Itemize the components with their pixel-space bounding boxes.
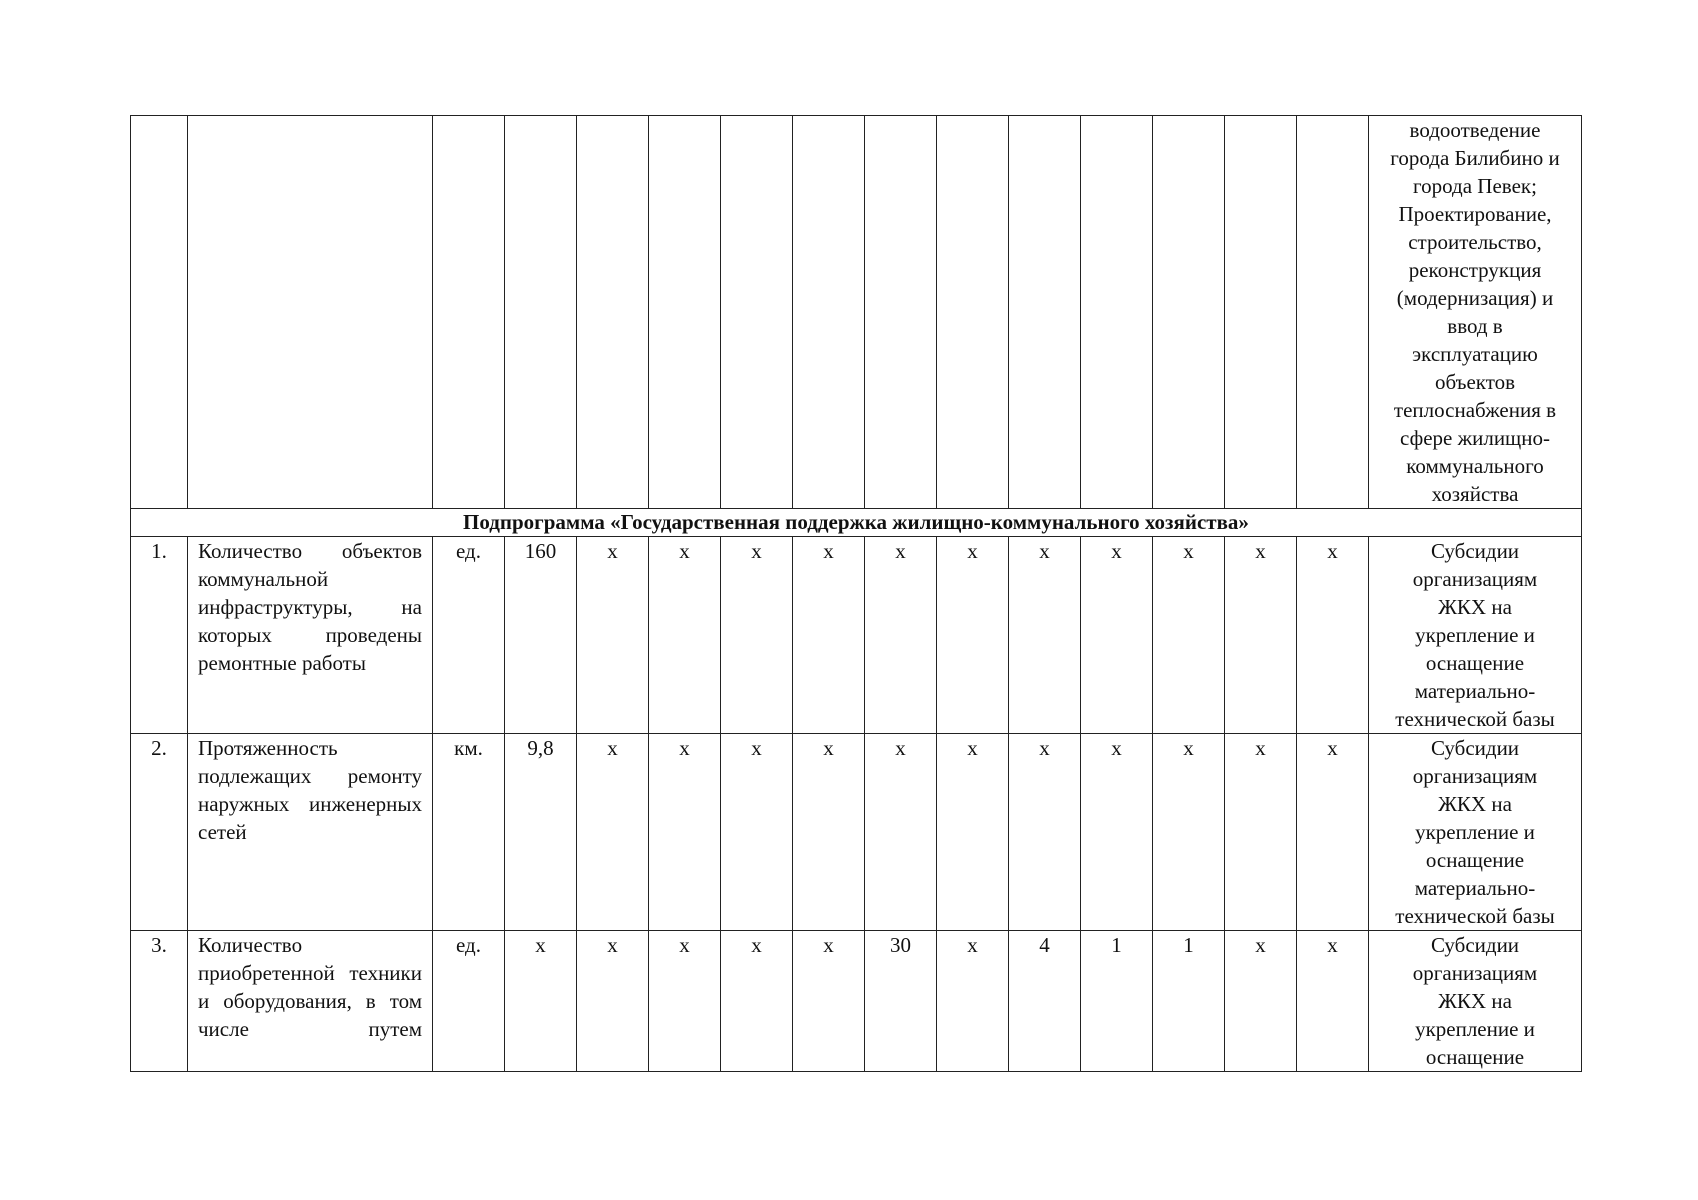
value-cell: х — [721, 537, 793, 734]
note-line: укрепление и — [1415, 623, 1535, 647]
note-line: Субсидии — [1430, 736, 1520, 760]
value-cell: х — [793, 931, 865, 1072]
cell-note — [1369, 734, 1582, 931]
value-cell: х — [937, 931, 1009, 1072]
unit: ед. — [433, 537, 505, 734]
note-line: города Билибино и — [1390, 146, 1560, 170]
value-cell: х — [1225, 734, 1297, 931]
value-cell: х — [505, 931, 577, 1072]
note-line: ввод в — [1447, 314, 1503, 338]
indicators-table — [130, 115, 1582, 1072]
note-line: коммунального — [1406, 454, 1544, 478]
cell-value — [505, 116, 577, 509]
note-line: хозяйства — [1431, 482, 1519, 506]
note-line: Проектирование, — [1398, 202, 1552, 226]
value-cell: х — [649, 931, 721, 1072]
note-line: укрепление и — [1415, 1017, 1535, 1041]
note-line: организациям — [1412, 961, 1538, 985]
value-cell: 1 — [1081, 931, 1153, 1072]
value-cell: 160 — [505, 537, 577, 734]
value-cell: х — [577, 537, 649, 734]
cell-name — [188, 116, 433, 509]
cell-value — [865, 116, 937, 509]
value-cell: х — [1153, 734, 1225, 931]
value-cell: 4 — [1009, 931, 1081, 1072]
table-row — [131, 734, 1582, 931]
row-number: 1. — [131, 537, 188, 734]
value-cell: х — [937, 537, 1009, 734]
value-cell: х — [1225, 537, 1297, 734]
cell-value — [793, 116, 865, 509]
note-line: оснащение — [1425, 1045, 1525, 1069]
note-line: организациям — [1412, 567, 1538, 591]
cell-value — [1225, 116, 1297, 509]
table-row — [131, 931, 1582, 1072]
note-line: сфере жилищно- — [1400, 426, 1550, 450]
value-cell: х — [1297, 537, 1369, 734]
value-cell: х — [937, 734, 1009, 931]
value-cell: х — [793, 734, 865, 931]
indicator-name: Количество приобретенной техники и оборудования, в том числе путем — [188, 931, 433, 1072]
note-line: теплоснабжения в — [1393, 398, 1557, 422]
note-line: объектов — [1434, 370, 1516, 394]
note-line: укрепление и — [1415, 820, 1535, 844]
note-line: материально- — [1414, 876, 1536, 900]
note-line: оснащение — [1425, 848, 1525, 872]
note-line: ЖКХ на — [1438, 595, 1512, 619]
value-cell: х — [1297, 734, 1369, 931]
note-line: организациям — [1412, 764, 1538, 788]
value-cell: х — [793, 537, 865, 734]
note-line: материально- — [1414, 679, 1536, 703]
table-row — [131, 537, 1582, 734]
value-cell: 1 — [1153, 931, 1225, 1072]
note-line: Субсидии — [1430, 933, 1520, 957]
value-cell: х — [1153, 537, 1225, 734]
note-line: строительство, — [1408, 230, 1542, 254]
cell-value — [577, 116, 649, 509]
note-line: (модернизация) и — [1396, 286, 1554, 310]
cell-value — [1081, 116, 1153, 509]
value-cell: х — [649, 537, 721, 734]
value-cell: х — [1009, 734, 1081, 931]
row-number: 3. — [131, 931, 188, 1072]
cell-value — [937, 116, 1009, 509]
note-line: реконструкция — [1408, 258, 1542, 282]
value-cell: х — [865, 734, 937, 931]
value-cell: х — [1297, 931, 1369, 1072]
value-cell: х — [1081, 537, 1153, 734]
cell-value — [721, 116, 793, 509]
cell-value — [1009, 116, 1081, 509]
value-cell: х — [721, 931, 793, 1072]
note-line: Субсидии — [1430, 539, 1520, 563]
cell-num — [131, 116, 188, 509]
indicator-name: Протяженность подлежащих ремонту наружных инженерных сетей — [188, 734, 433, 931]
value-cell: х — [577, 931, 649, 1072]
note-line: технической базы — [1395, 904, 1555, 928]
value-cell: х — [1009, 537, 1081, 734]
row-number: 2. — [131, 734, 188, 931]
cell-note — [1369, 537, 1582, 734]
unit: ед. — [433, 931, 505, 1072]
note-line: эксплуатацию — [1412, 342, 1538, 366]
value-cell: х — [721, 734, 793, 931]
value-cell: х — [649, 734, 721, 931]
value-cell: 30 — [865, 931, 937, 1072]
cell-unit — [433, 116, 505, 509]
value-cell: х — [865, 537, 937, 734]
value-cell: 9,8 — [505, 734, 577, 931]
value-cell: х — [577, 734, 649, 931]
cell-value — [1297, 116, 1369, 509]
note-line: города Певек; — [1413, 174, 1537, 198]
value-cell: х — [1081, 734, 1153, 931]
note-line: технической базы — [1395, 707, 1555, 731]
note-line: ЖКХ на — [1438, 989, 1512, 1013]
continuation-row — [131, 116, 1582, 509]
section-title: Подпрограмма «Государственная поддержка жилищно-коммунального хозяйства» — [131, 509, 1582, 537]
cell-value — [1153, 116, 1225, 509]
cell-value — [649, 116, 721, 509]
value-cell: х — [1225, 931, 1297, 1072]
cell-note — [1369, 116, 1582, 509]
unit: км. — [433, 734, 505, 931]
note-line: водоотведение — [1409, 118, 1541, 142]
section-row — [131, 509, 1582, 537]
note-line: оснащение — [1425, 651, 1525, 675]
cell-note — [1369, 931, 1582, 1072]
note-line: ЖКХ на — [1438, 792, 1512, 816]
indicator-name: Количество объектов коммунальной инфраструктуры, на которых проведены ремонтные работы — [188, 537, 433, 734]
